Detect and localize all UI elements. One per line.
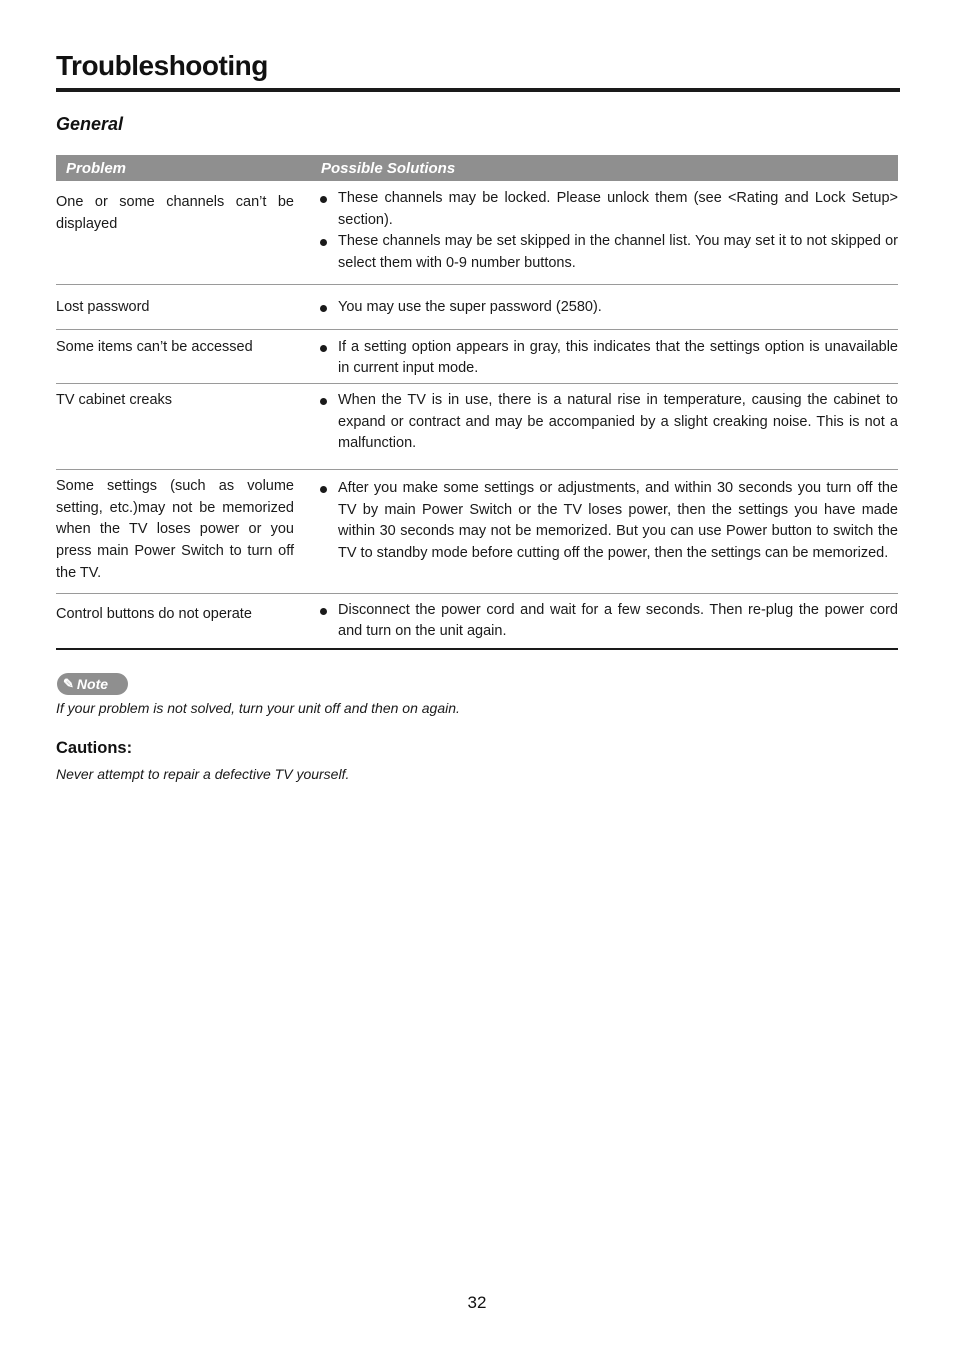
solution-item	[320, 231, 898, 274]
bullet-icon	[320, 398, 327, 405]
troubleshooting-table	[56, 155, 898, 650]
solution-text: After you make some settings or adjustments, and within 30 seconds you turn off the TV by main Power Switch or the TV loses power, then the settings you have made within 30 seconds may not be memorized. But you can use Power button to switch the TV to standby mode before cutting off the power, then the settings can be memorized.	[338, 480, 898, 562]
note-badge	[57, 673, 128, 695]
header-problem: Problem	[66, 159, 127, 177]
table-header	[56, 155, 898, 181]
title-divider	[56, 88, 900, 92]
bullet-icon	[320, 305, 327, 312]
table-row	[56, 470, 898, 594]
solutions-cell	[320, 478, 898, 585]
problem-cell: Lost password	[56, 298, 150, 315]
bullet-icon	[320, 608, 327, 615]
paperclip-icon: ✎	[63, 676, 74, 691]
problem-cell: Control buttons do not operate	[56, 605, 252, 622]
table-row	[56, 330, 898, 384]
solution-item	[320, 478, 898, 565]
solution-item	[320, 390, 898, 455]
cautions-heading: Cautions:	[56, 739, 133, 757]
solution-item	[320, 297, 898, 319]
section-heading: General	[56, 114, 124, 134]
page-title: Troubleshooting	[56, 50, 268, 81]
table-row	[56, 384, 898, 470]
solutions-cell	[320, 297, 898, 319]
solution-text: These channels may be locked. Please unlock them (see <Rating and Lock Setup> section).	[338, 190, 898, 228]
note-label: Note	[76, 676, 109, 692]
solution-text: If a setting option appears in gray, this indicates that the settings option is unavailable in current input mode.	[338, 338, 898, 377]
problem-cell: Some items can’t be accessed	[56, 338, 253, 355]
bullet-icon	[320, 486, 327, 493]
solutions-cell	[320, 188, 898, 275]
note-text: If your problem is not solved, turn your unit off and then on again.	[56, 700, 460, 716]
solution-item	[320, 600, 898, 643]
problem-cell: One or some channels can’t be displayed	[56, 194, 294, 232]
solution-text: You may use the super password (2580).	[338, 298, 602, 315]
solutions-cell	[320, 600, 898, 643]
cautions-text: Never attempt to repair a defective TV yourself.	[56, 766, 350, 782]
problem-cell: TV cabinet creaks	[56, 391, 173, 408]
solution-item	[320, 188, 898, 231]
table-row	[56, 285, 898, 330]
bullet-icon	[320, 196, 327, 203]
table-row	[56, 181, 898, 285]
solution-text: Disconnect the power cord and wait for a few seconds. Then re-plug the power cord and turn on the unit again.	[338, 601, 898, 640]
solution-item	[320, 337, 898, 380]
problem-cell: Some settings (such as volume setting, etc.)may not be memorized when the TV loses power or you press main Power Switch to turn off the TV.	[56, 478, 294, 581]
solutions-cell	[320, 390, 898, 455]
solution-text: These channels may be set skipped in the channel list. You may set it to not skipped or select them with 0-9 number buttons.	[338, 233, 898, 272]
page-number: 32	[467, 1293, 487, 1312]
bullet-icon	[320, 239, 327, 246]
table-row	[56, 594, 898, 650]
solution-text: When the TV is in use, there is a natural rise in temperature, causing the cabinet to expand or contract and may be accompanied by a slight creaking noise. This is not a malfunction.	[338, 391, 898, 452]
header-solutions: Possible Solutions	[321, 159, 456, 177]
bullet-icon	[320, 345, 327, 352]
solutions-cell	[320, 337, 898, 380]
